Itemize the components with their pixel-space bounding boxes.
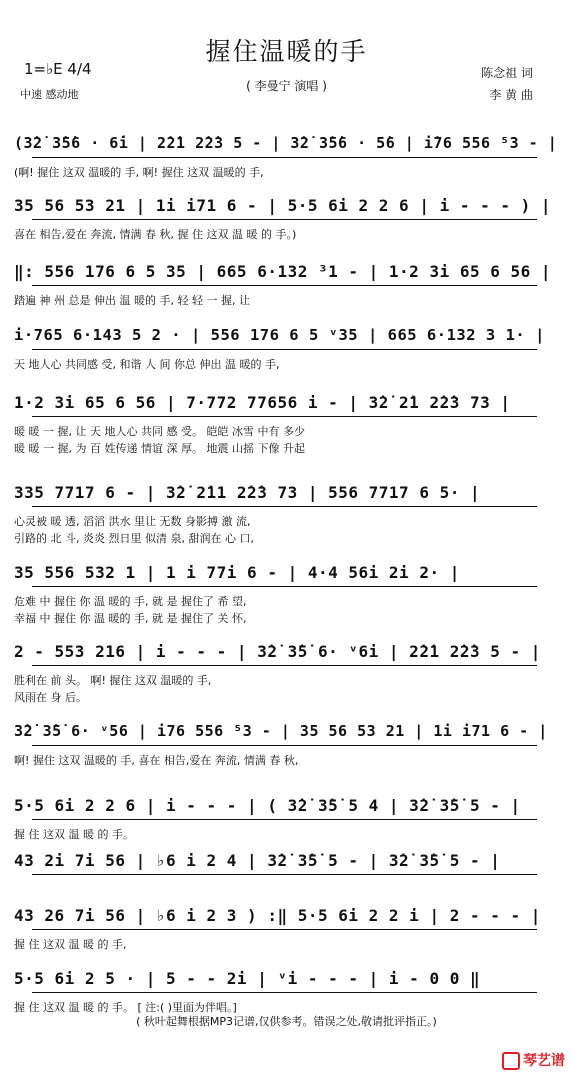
notation-line: 5·5 6i 2 2 6 | i - - - | ( 3̇2̇ 3̇5̇ 5 4 | 3̇2̇ 3̇5̇ 5 - | bbox=[14, 796, 521, 815]
lyric-line: 胜利在 前 头。 啊! 握住 这双 温暖的 手, bbox=[14, 674, 212, 687]
lyric-line: 啊! 握住 这双 温暖的 手, 喜在 相告,爱在 奔流, 情满 春 秋, bbox=[14, 754, 299, 767]
logo-text: 琴艺谱 bbox=[523, 1053, 565, 1069]
lyricist-credit: 陈念祖 词 bbox=[481, 66, 533, 80]
score-system bbox=[14, 393, 558, 455]
lyric-line: 幸福 中 握住 你 温 暖的 手, 就 是 握住了 关 怀, bbox=[14, 612, 247, 625]
score-system bbox=[14, 563, 558, 625]
score-system bbox=[14, 642, 558, 704]
lyric-line: 踏遍 神 州 总是 伸出 温 暖的 手, 轻 轻 一 握, 让 bbox=[14, 294, 250, 307]
score-system bbox=[14, 483, 558, 545]
lyric-line: 握 住 这双 温 暖 的 手, bbox=[14, 938, 127, 951]
score-system bbox=[14, 134, 558, 192]
footer-note: ( 秋叶起舞根据MP3记谱,仅供参考。错误之处,敬请批评指正。) bbox=[136, 1015, 437, 1028]
lyric-line: 危难 中 握住 你 温 暖的 手, 就 是 握住了 希 望, bbox=[14, 595, 247, 608]
notation-line: 335 7717 6 - | 3̇2̇ 2̇11 2̇2̇3 73 | 556 7717 6 5· | bbox=[14, 483, 481, 502]
beam-line bbox=[32, 665, 537, 666]
singer-line: ( 李曼宁 演唱 ) bbox=[246, 79, 327, 93]
notation-line: 43 2i 7i 56 | ♭6 i 2 4 | 3̇2̇ 3̇5̇ 5 - | 3̇2̇ 3̇5̇ 5 - | bbox=[14, 851, 501, 870]
notation-line: (3̇2̇ 3̇5̇6 · 6̇i | 2̇2̇1 2̇2̇3 5 - | 3̇2̇ 3̇5̇6 · 5̇6 | i̇76 556 ⁵3 - | bbox=[14, 134, 558, 152]
beam-line bbox=[32, 349, 537, 350]
site-logo[interactable] bbox=[502, 1050, 565, 1070]
lyric-line: 风雨在 身 后。 bbox=[14, 691, 87, 704]
beam-line bbox=[32, 929, 537, 930]
beam-line bbox=[32, 416, 537, 417]
key-signature: 1=♭E 4/4 bbox=[24, 60, 92, 78]
lyric-line: 暖 暖 一 握, 为 百 姓传递 情谊 深 厚。 地震 山摇 下像 升起 bbox=[14, 442, 305, 455]
beam-line bbox=[32, 874, 537, 875]
notation-line: 43 26 7i 56 | ♭6 i 2 3 ) :‖ 5·5 6i 2 2 i | 2 - - - | bbox=[14, 906, 541, 925]
beam-line bbox=[32, 285, 537, 286]
notation-line: 2 - 553 216 | i - - - | 3̇2̇ 3̇5̇ 6· ᵛ6i | 2̇2̇1 2̇2̇3 5 - | bbox=[14, 642, 541, 661]
piano-logo-icon bbox=[502, 1052, 520, 1070]
score-system bbox=[14, 851, 558, 909]
notation-line: 5·5 6i 2 5 · | 5 - - 2i | ᵛi - - - | i - 0 0 ‖ bbox=[14, 969, 481, 988]
beam-line bbox=[32, 745, 537, 746]
score-system bbox=[14, 262, 558, 320]
lyric-line: 天 地人心 共同感 受, 和谐 人 间 你总 伸出 温 暖的 手, bbox=[14, 358, 280, 371]
beam-line bbox=[32, 992, 537, 993]
tempo-marking: 中速 感动地 bbox=[20, 88, 79, 101]
notation-line: 1·2 3i 65 6 56 | 7·772 77656 i - | 3̇2̇ 2̇1 2̇2̇3 73 | bbox=[14, 393, 511, 412]
beam-line bbox=[32, 157, 537, 158]
lyric-line: 心灵被 暖 透, 滔滔 洪水 里让 无数 身影搏 激 流, bbox=[14, 515, 251, 528]
notation-line: 35 56 53 21 | 1i i71 6 - | 5·5 6i 2 2 6 | i - - - ) | bbox=[14, 196, 552, 215]
lyric-line: 引路的 北 斗, 炎炎 烈日里 似清 泉, 甜润在 心 口, bbox=[14, 532, 254, 545]
beam-line bbox=[32, 219, 537, 220]
lyric-line: (啊! 握住 这双 温暖的 手, 啊! 握住 这双 温暖的 手, bbox=[14, 166, 264, 179]
lyric-line: 握 住 这双 温 暖 的 手。 [ 注:( )里面为伴唱。] bbox=[14, 1001, 237, 1014]
beam-line bbox=[32, 586, 537, 587]
lyric-line: 握 住 这双 温 暖 的 手。 bbox=[14, 828, 134, 841]
lyric-line: 暖 暖 一 握, 让 天 地人心 共同 感 受。 皑皑 冰雪 中有 多少 bbox=[14, 425, 305, 438]
beam-line bbox=[32, 819, 537, 820]
notation-line: 3̇2̇ 3̇5̇ 6· ᵛ56 | i76 556 ⁵3 - | 35 56 53 21 | 1i i71 6 - | bbox=[14, 722, 548, 740]
score-system bbox=[14, 326, 558, 384]
score-system bbox=[14, 722, 558, 780]
notation-line: i·765 6·143 5 2 · | 556 176 6 5 ᵛ35 | 665 6·132 3 1· | bbox=[14, 326, 545, 344]
song-title: 握住温暖的手 bbox=[205, 37, 368, 66]
notation-line: ‖: 556 176 6 5 35 | 665 6·132 ³1 - | 1·2 3i 65 6 56 | bbox=[14, 262, 552, 281]
notation-line: 35 556 532 1 | 1 i 77i 6 - | 4·4 56i 2i 2· | bbox=[14, 563, 460, 582]
score-system bbox=[14, 196, 558, 254]
score-system bbox=[14, 906, 558, 964]
lyric-line: 喜在 相告,爱在 奔流, 情满 春 秋, 握 住 这双 温 暖 的 手。) bbox=[14, 228, 297, 241]
composer-credit: 李 黄 曲 bbox=[489, 88, 533, 102]
score-system bbox=[14, 796, 558, 854]
beam-line bbox=[32, 506, 537, 507]
